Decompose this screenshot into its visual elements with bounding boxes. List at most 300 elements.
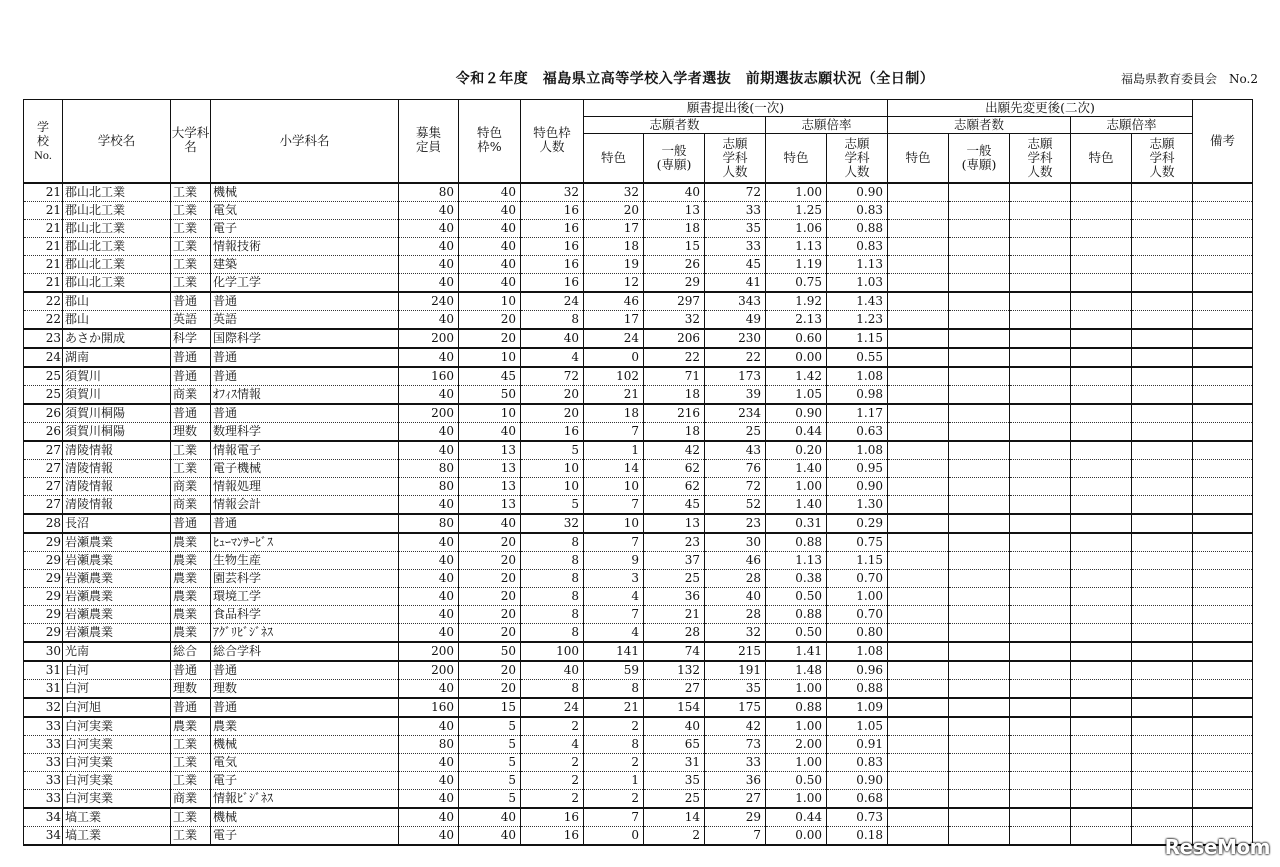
cell-empty: [1193, 698, 1253, 717]
cell-capacity: 40: [399, 827, 459, 846]
cell-applicants-total: 52: [705, 496, 766, 515]
cell-applicants-total: 72: [705, 183, 766, 202]
header-ratio-dept-2: 志願学科人数: [1132, 134, 1193, 184]
cell-empty: [949, 404, 1010, 423]
cell-applicants-general: 42: [644, 441, 705, 460]
cell-school-no: 28: [24, 514, 63, 533]
cell-empty: [1071, 827, 1132, 846]
cell-ratio-total: 1.23: [827, 311, 888, 330]
cell-empty: [1071, 292, 1132, 311]
cell-empty: [949, 348, 1010, 367]
cell-empty: [1071, 808, 1132, 827]
cell-special-count: 8: [521, 533, 584, 552]
cell-capacity: 80: [399, 514, 459, 533]
table-row: [24, 717, 1253, 736]
cell-school-no: 26: [24, 404, 63, 423]
cell-school-no: 33: [24, 772, 63, 790]
cell-capacity: 200: [399, 329, 459, 348]
cell-major: 総合: [171, 642, 211, 661]
cell-empty: [1193, 423, 1253, 442]
cell-empty: [1193, 292, 1253, 311]
cell-applicants-special: 7: [584, 423, 644, 442]
cell-empty: [1071, 311, 1132, 330]
cell-applicants-total: 30: [705, 533, 766, 552]
cell-empty: [1071, 698, 1132, 717]
cell-capacity: 40: [399, 754, 459, 772]
cell-applicants-special: 18: [584, 404, 644, 423]
cell-empty: [1071, 348, 1132, 367]
cell-capacity: 40: [399, 202, 459, 220]
cell-empty: [1132, 274, 1193, 293]
cell-minor: 電子: [211, 220, 399, 238]
cell-empty: [1193, 772, 1253, 790]
cell-special-count: 8: [521, 606, 584, 624]
cell-empty: [1193, 220, 1253, 238]
cell-special-pct: 13: [459, 441, 521, 460]
cell-ratio-total: 0.90: [827, 478, 888, 496]
table-row: [24, 698, 1253, 717]
cell-empty: [949, 736, 1010, 754]
cell-school-no: 22: [24, 292, 63, 311]
cell-minor: 普通: [211, 404, 399, 423]
cell-applicants-total: 27: [705, 790, 766, 809]
cell-applicants-total: 33: [705, 754, 766, 772]
header-special-count: 特色枠人数: [521, 100, 584, 184]
cell-school-no: 21: [24, 202, 63, 220]
header-minor: 小学科名: [211, 100, 399, 184]
cell-empty: [888, 552, 949, 570]
table-row: [24, 202, 1253, 220]
cell-ratio-special: 1.40: [766, 496, 827, 515]
cell-school-no: 30: [24, 642, 63, 661]
cell-empty: [1071, 570, 1132, 588]
table-row: [24, 680, 1253, 699]
cell-empty: [1193, 329, 1253, 348]
cell-special-pct: 20: [459, 680, 521, 699]
cell-major: 工業: [171, 202, 211, 220]
cell-ratio-special: 0.50: [766, 772, 827, 790]
cell-school-name: 郡山北工業: [63, 202, 171, 220]
cell-empty: [1010, 423, 1071, 442]
cell-capacity: 40: [399, 680, 459, 699]
cell-applicants-total: 36: [705, 772, 766, 790]
cell-ratio-total: 0.90: [827, 772, 888, 790]
table-row: [24, 367, 1253, 386]
cell-applicants-special: 18: [584, 238, 644, 256]
cell-ratio-special: 1.06: [766, 220, 827, 238]
cell-special-count: 5: [521, 496, 584, 515]
cell-ratio-special: 0.31: [766, 514, 827, 533]
cell-ratio-total: 0.83: [827, 754, 888, 772]
cell-minor: 電子: [211, 772, 399, 790]
cell-applicants-special: 3: [584, 570, 644, 588]
cell-applicants-general: 26: [644, 256, 705, 274]
cell-applicants-special: 4: [584, 588, 644, 606]
cell-applicants-general: 32: [644, 311, 705, 330]
cell-applicants-total: 33: [705, 238, 766, 256]
cell-ratio-total: 0.55: [827, 348, 888, 367]
header-dept-total-2: 志願学科人数: [1010, 134, 1071, 184]
cell-major: 商業: [171, 386, 211, 405]
cell-special-pct: 40: [459, 238, 521, 256]
cell-empty: [1132, 311, 1193, 330]
cell-special-count: 16: [521, 220, 584, 238]
cell-empty: [1193, 367, 1253, 386]
cell-capacity: 200: [399, 642, 459, 661]
cell-empty: [1071, 238, 1132, 256]
cell-school-name: 長沼: [63, 514, 171, 533]
header-applicants-2: 志願者数: [888, 117, 1071, 134]
cell-empty: [1193, 661, 1253, 680]
cell-minor: 機械: [211, 183, 399, 202]
cell-minor: 普通: [211, 661, 399, 680]
cell-empty: [1132, 680, 1193, 699]
cell-applicants-total: 76: [705, 460, 766, 478]
cell-minor: 電気: [211, 202, 399, 220]
cell-applicants-special: 2: [584, 717, 644, 736]
cell-school-no: 34: [24, 808, 63, 827]
cell-capacity: 40: [399, 570, 459, 588]
table-row: [24, 661, 1253, 680]
cell-empty: [1193, 680, 1253, 699]
cell-major: 英語: [171, 311, 211, 330]
cell-ratio-total: 1.15: [827, 552, 888, 570]
table-row: [24, 790, 1253, 809]
cell-special-count: 16: [521, 827, 584, 846]
cell-minor: 普通: [211, 698, 399, 717]
cell-ratio-special: 1.92: [766, 292, 827, 311]
cell-empty: [888, 736, 949, 754]
cell-empty: [1010, 386, 1071, 405]
cell-ratio-special: 0.00: [766, 348, 827, 367]
cell-empty: [1010, 606, 1071, 624]
cell-major: 理数: [171, 423, 211, 442]
cell-ratio-total: 0.29: [827, 514, 888, 533]
table-row: [24, 292, 1253, 311]
cell-applicants-general: 36: [644, 588, 705, 606]
cell-school-no: 21: [24, 220, 63, 238]
cell-ratio-special: 1.00: [766, 478, 827, 496]
cell-school-no: 29: [24, 533, 63, 552]
cell-empty: [1071, 661, 1132, 680]
cell-school-no: 31: [24, 661, 63, 680]
cell-ratio-special: 0.00: [766, 827, 827, 846]
cell-applicants-special: 1: [584, 772, 644, 790]
cell-school-name: 郡山: [63, 292, 171, 311]
cell-major: 工業: [171, 460, 211, 478]
cell-special-count: 16: [521, 238, 584, 256]
table-row: [24, 460, 1253, 478]
cell-applicants-total: 49: [705, 311, 766, 330]
table-row: [24, 423, 1253, 442]
cell-ratio-total: 0.91: [827, 736, 888, 754]
cell-school-no: 21: [24, 274, 63, 293]
cell-major: 商業: [171, 790, 211, 809]
cell-empty: [1132, 256, 1193, 274]
cell-ratio-special: 1.00: [766, 754, 827, 772]
cell-empty: [888, 274, 949, 293]
cell-empty: [1132, 606, 1193, 624]
table-row: [24, 478, 1253, 496]
cell-school-name: 須賀川桐陽: [63, 423, 171, 442]
cell-empty: [1010, 238, 1071, 256]
cell-applicants-special: 8: [584, 736, 644, 754]
cell-ratio-total: 0.73: [827, 808, 888, 827]
cell-empty: [1071, 717, 1132, 736]
table-row: [24, 386, 1253, 405]
cell-major: 工業: [171, 274, 211, 293]
table-row: [24, 570, 1253, 588]
header-first-round: 願書提出後(一次): [584, 100, 888, 117]
table-row: [24, 441, 1253, 460]
cell-special-count: 16: [521, 274, 584, 293]
cell-empty: [1071, 274, 1132, 293]
cell-school-name: 郡山北工業: [63, 256, 171, 274]
cell-applicants-general: 31: [644, 754, 705, 772]
cell-capacity: 160: [399, 698, 459, 717]
cell-empty: [888, 698, 949, 717]
cell-empty: [1010, 827, 1071, 846]
cell-major: 農業: [171, 552, 211, 570]
cell-empty: [1010, 202, 1071, 220]
cell-applicants-special: 7: [584, 606, 644, 624]
cell-ratio-special: 0.60: [766, 329, 827, 348]
cell-school-no: 29: [24, 606, 63, 624]
cell-ratio-special: 0.50: [766, 588, 827, 606]
cell-empty: [949, 754, 1010, 772]
cell-special-pct: 5: [459, 754, 521, 772]
cell-empty: [949, 238, 1010, 256]
cell-empty: [949, 220, 1010, 238]
cell-ratio-special: 0.50: [766, 624, 827, 643]
cell-applicants-special: 2: [584, 754, 644, 772]
cell-empty: [888, 680, 949, 699]
cell-capacity: 40: [399, 386, 459, 405]
cell-empty: [888, 460, 949, 478]
header-second-round: 出願先変更後(二次): [888, 100, 1193, 117]
cell-special-count: 8: [521, 680, 584, 699]
cell-ratio-special: 2.00: [766, 736, 827, 754]
cell-empty: [1010, 698, 1071, 717]
issuer-label: 福島県教育委員会 No.2: [1121, 72, 1258, 86]
cell-capacity: 40: [399, 717, 459, 736]
cell-empty: [949, 292, 1010, 311]
cell-major: 工業: [171, 220, 211, 238]
cell-ratio-special: 1.00: [766, 717, 827, 736]
cell-ratio-total: 0.88: [827, 220, 888, 238]
resemom-watermark-logo: ReseMom: [1164, 835, 1270, 859]
cell-empty: [949, 606, 1010, 624]
cell-minor: 生物生産: [211, 552, 399, 570]
cell-empty: [1071, 588, 1132, 606]
cell-empty: [1071, 367, 1132, 386]
cell-empty: [1132, 808, 1193, 827]
cell-applicants-general: 15: [644, 238, 705, 256]
cell-ratio-special: 1.13: [766, 552, 827, 570]
cell-school-name: 白河旭: [63, 698, 171, 717]
cell-empty: [1132, 478, 1193, 496]
cell-empty: [1071, 606, 1132, 624]
cell-special-pct: 13: [459, 478, 521, 496]
table-row: [24, 808, 1253, 827]
cell-applicants-total: 230: [705, 329, 766, 348]
cell-minor: 化学工学: [211, 274, 399, 293]
cell-empty: [1010, 680, 1071, 699]
cell-special-count: 8: [521, 311, 584, 330]
cell-special-pct: 20: [459, 311, 521, 330]
cell-ratio-special: 1.48: [766, 661, 827, 680]
cell-ratio-total: 0.98: [827, 386, 888, 405]
cell-empty: [1132, 329, 1193, 348]
cell-school-no: 21: [24, 256, 63, 274]
cell-empty: [1193, 588, 1253, 606]
table-row: [24, 348, 1253, 367]
cell-empty: [1071, 754, 1132, 772]
cell-minor: 普通: [211, 367, 399, 386]
cell-major: 理数: [171, 680, 211, 699]
cell-applicants-general: 18: [644, 220, 705, 238]
table-row: [24, 606, 1253, 624]
cell-minor: 情報処理: [211, 478, 399, 496]
cell-special-pct: 20: [459, 661, 521, 680]
cell-applicants-total: 41: [705, 274, 766, 293]
cell-applicants-special: 10: [584, 514, 644, 533]
header-general-2: 一般(専願): [949, 134, 1010, 184]
cell-applicants-total: 191: [705, 661, 766, 680]
cell-applicants-special: 7: [584, 496, 644, 515]
cell-minor: 国際科学: [211, 329, 399, 348]
cell-ratio-total: 0.88: [827, 680, 888, 699]
cell-applicants-total: 28: [705, 606, 766, 624]
cell-special-count: 16: [521, 256, 584, 274]
cell-major: 普通: [171, 661, 211, 680]
cell-empty: [1132, 642, 1193, 661]
cell-empty: [1132, 292, 1193, 311]
cell-empty: [1193, 404, 1253, 423]
cell-empty: [888, 588, 949, 606]
cell-special-count: 16: [521, 808, 584, 827]
header-special-1: 特色: [584, 134, 644, 184]
cell-ratio-special: 1.19: [766, 256, 827, 274]
cell-applicants-special: 7: [584, 808, 644, 827]
cell-minor: 電子機械: [211, 460, 399, 478]
cell-empty: [1010, 624, 1071, 643]
cell-empty: [1071, 256, 1132, 274]
cell-applicants-general: 27: [644, 680, 705, 699]
cell-major: 普通: [171, 514, 211, 533]
cell-school-no: 33: [24, 717, 63, 736]
cell-applicants-special: 59: [584, 661, 644, 680]
cell-empty: [949, 698, 1010, 717]
cell-major: 普通: [171, 698, 211, 717]
cell-school-name: 白河実業: [63, 736, 171, 754]
cell-empty: [888, 754, 949, 772]
cell-school-no: 22: [24, 311, 63, 330]
cell-capacity: 40: [399, 423, 459, 442]
cell-empty: [1010, 736, 1071, 754]
cell-empty: [1071, 183, 1132, 202]
cell-empty: [949, 183, 1010, 202]
cell-empty: [1132, 404, 1193, 423]
cell-applicants-special: 12: [584, 274, 644, 293]
cell-school-name: 湖南: [63, 348, 171, 367]
header-dept-total-1: 志願学科人数: [705, 134, 766, 184]
cell-special-count: 2: [521, 717, 584, 736]
cell-minor: ｱｸﾞﾘﾋﾞｼﾞﾈｽ: [211, 624, 399, 643]
cell-major: 農業: [171, 533, 211, 552]
cell-empty: [1010, 772, 1071, 790]
page-title: [0, 68, 1280, 88]
cell-capacity: 80: [399, 736, 459, 754]
cell-ratio-total: 0.83: [827, 202, 888, 220]
cell-empty: [1193, 496, 1253, 515]
cell-empty: [1010, 642, 1071, 661]
cell-ratio-total: 0.75: [827, 533, 888, 552]
cell-applicants-total: 234: [705, 404, 766, 423]
cell-special-pct: 5: [459, 772, 521, 790]
cell-empty: [1132, 514, 1193, 533]
cell-applicants-total: 46: [705, 552, 766, 570]
cell-applicants-general: 40: [644, 183, 705, 202]
cell-empty: [888, 441, 949, 460]
cell-ratio-total: 1.30: [827, 496, 888, 515]
cell-special-pct: 40: [459, 256, 521, 274]
cell-empty: [1132, 441, 1193, 460]
cell-empty: [888, 514, 949, 533]
cell-empty: [888, 606, 949, 624]
cell-school-no: 29: [24, 588, 63, 606]
cell-empty: [888, 790, 949, 809]
cell-special-count: 20: [521, 404, 584, 423]
cell-ratio-special: 0.88: [766, 533, 827, 552]
cell-empty: [1132, 754, 1193, 772]
cell-school-name: 須賀川: [63, 386, 171, 405]
cell-empty: [1010, 496, 1071, 515]
cell-capacity: 40: [399, 808, 459, 827]
cell-applicants-total: 343: [705, 292, 766, 311]
cell-special-pct: 40: [459, 827, 521, 846]
cell-applicants-special: 17: [584, 311, 644, 330]
cell-school-no: 27: [24, 441, 63, 460]
cell-ratio-special: 0.88: [766, 698, 827, 717]
cell-applicants-general: 74: [644, 642, 705, 661]
cell-applicants-total: 73: [705, 736, 766, 754]
cell-capacity: 40: [399, 588, 459, 606]
cell-school-name: 白河実業: [63, 754, 171, 772]
cell-applicants-special: 9: [584, 552, 644, 570]
cell-ratio-special: 0.88: [766, 606, 827, 624]
cell-empty: [1193, 311, 1253, 330]
cell-empty: [1010, 717, 1071, 736]
cell-ratio-total: 1.09: [827, 698, 888, 717]
header-school-no: [24, 100, 63, 184]
cell-ratio-total: 1.05: [827, 717, 888, 736]
header-ratio-special-1: 特色: [766, 134, 827, 184]
cell-special-count: 2: [521, 754, 584, 772]
table-row: [24, 311, 1253, 330]
cell-empty: [1071, 478, 1132, 496]
cell-minor: ｵﾌｨｽ情報: [211, 386, 399, 405]
cell-empty: [1010, 514, 1071, 533]
cell-special-pct: 13: [459, 496, 521, 515]
cell-applicants-total: 29: [705, 808, 766, 827]
cell-empty: [1010, 183, 1071, 202]
cell-applicants-total: 42: [705, 717, 766, 736]
cell-applicants-special: 32: [584, 183, 644, 202]
header-capacity: 募集定員: [399, 100, 459, 184]
cell-empty: [888, 348, 949, 367]
cell-applicants-total: 40: [705, 588, 766, 606]
